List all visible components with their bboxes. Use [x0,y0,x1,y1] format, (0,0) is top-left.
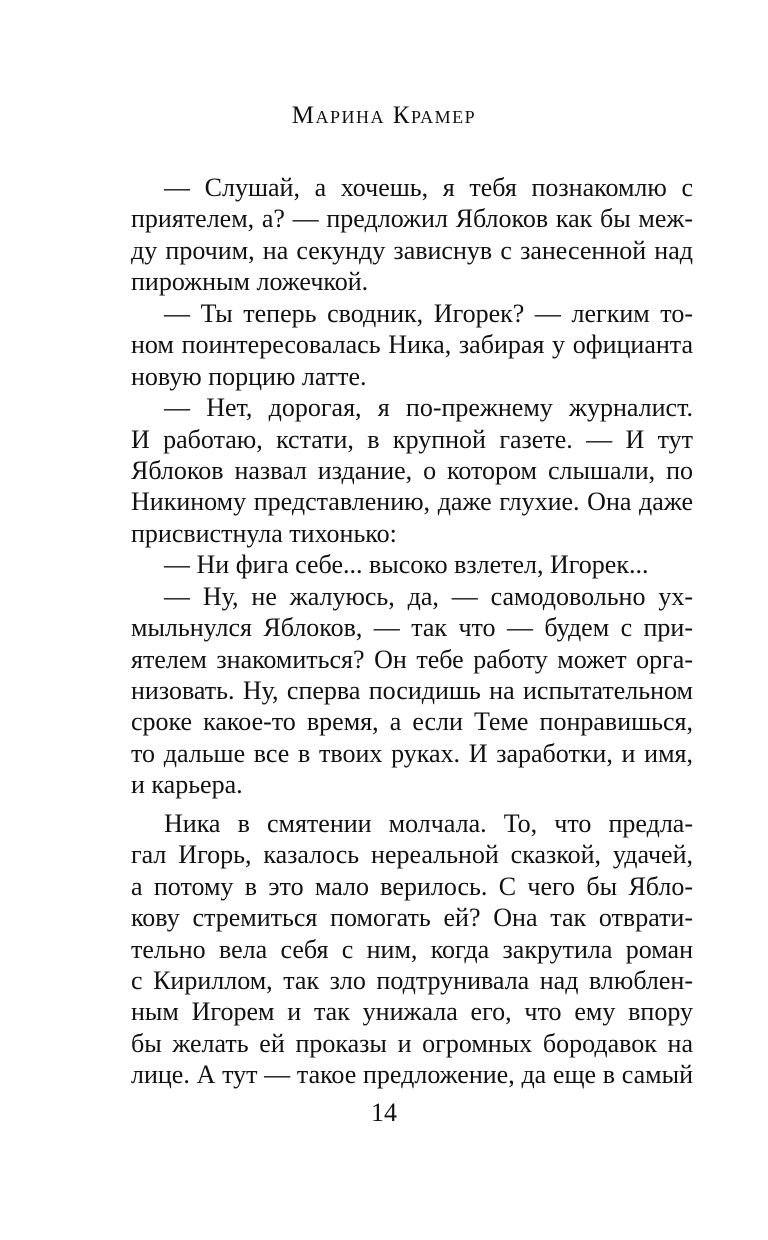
text-line: — Слушай, а хочешь, я тебя познакомлю с [164,173,693,202]
text-line: ду прочим, на секунду зависнув с занесенной над [131,235,693,265]
text-line: — Нет, дорогая, я по-прежнему журналист. [164,393,693,423]
page-number: 14 [371,1098,397,1127]
text-line: и карьера. [131,770,243,800]
paragraph [131,298,693,392]
paragraph [131,549,693,580]
text-line: приятелем, а? — предложил Яблоков как бы меж- [131,204,693,234]
text-line: пирожным ложечкой. [131,267,369,297]
text-line: ятелем знакомиться? Он тебе работу может орга- [131,644,693,674]
text-line: с Кириллом, так зло подтрунивала над влюблен- [131,965,693,995]
paragraph [131,808,693,1091]
text-line: — Ну, не жалуюсь, да, — самодовольно ух- [164,581,693,611]
paragraph [131,581,693,801]
text-line: низовать. Ну, сперва посидишь на испытательном [131,676,693,705]
paragraph [131,172,693,298]
body-text [131,172,693,1091]
text-line: гал Игорь, казалось нереальной сказкой, удачей, [131,840,693,870]
text-line: Ника в смятении молчала. То, что предла- [164,808,693,838]
text-line: сроке какое-то время, а если Теме понравишься, [131,707,693,737]
running-head: Марина Крамер [291,102,477,129]
text-line: лице. А тут — такое предложение, да еще в самый [131,1060,693,1090]
text-line: И работаю, кстати, в крупной газете. — И тут [131,424,693,454]
text-line: — Ты теперь сводник, Игорек? — легким то- [164,298,693,328]
text-line: бы желать ей проказы и огромных бородавок на [131,1028,693,1058]
text-line: тельно вела себя с ним, когда закрутила роман [131,934,693,964]
text-line: мыльнулся Яблоков, — так что — будем с при- [131,613,693,643]
text-line: присвистнула тихонько: [131,518,397,548]
text-line: — Ни фига себе... высоко взлетел, Игорек... [164,550,649,580]
text-line: а потому в это мало верилось. С чего бы Ябло- [131,871,693,901]
paragraph [131,392,693,549]
text-line: новую порцию латте. [131,361,367,391]
text-line: ном поинтересовалась Ника, забирая у официанта [131,330,693,360]
text-line: Никиному представлению, даже глухие. Она даже [131,487,693,517]
text-line: кову стремиться помогать ей? Она так отврати- [131,903,693,933]
text-line: ным Игорем и так унижала его, что ему впору [131,997,693,1027]
text-line: то дальше все в твоих руках. И заработки, и имя, [131,738,693,768]
text-line: Яблоков назвал издание, о котором слышали, по [131,455,693,485]
paragraph-gap [131,801,693,808]
